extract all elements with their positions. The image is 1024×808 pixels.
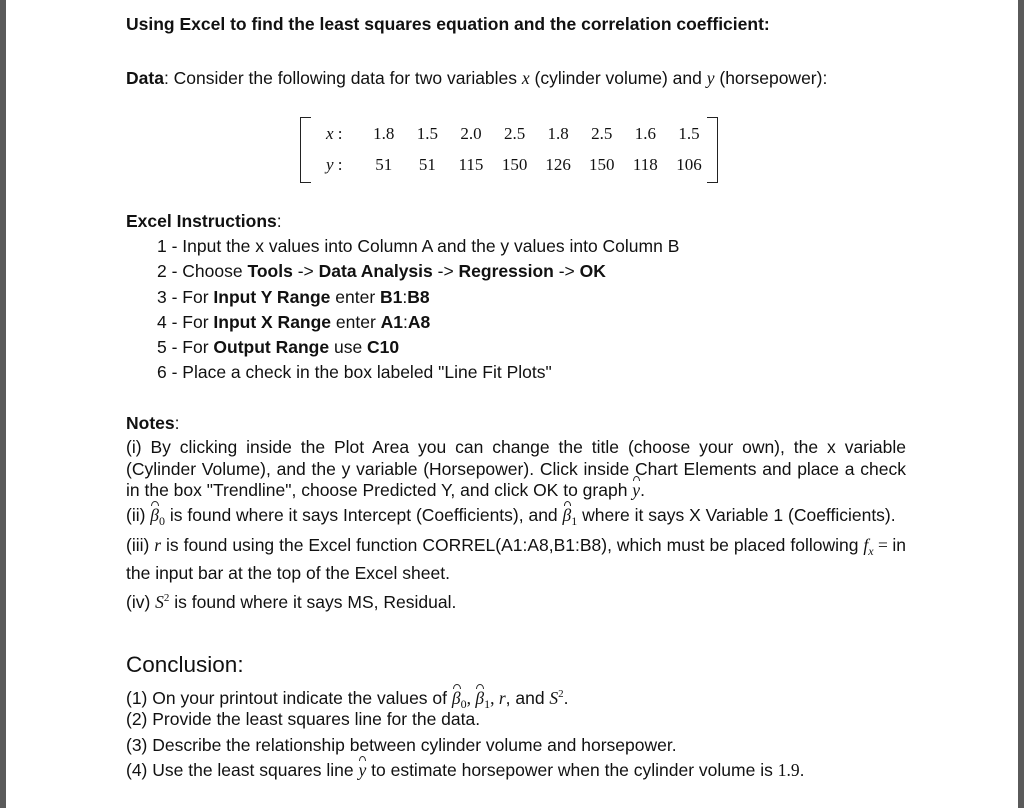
beta-hat: β bbox=[475, 688, 485, 708]
page-title: Using Excel to find the least squares equation and the correlation coefficient: bbox=[126, 14, 770, 34]
matrix-x-label: x bbox=[326, 124, 334, 143]
notes-heading: Notes: bbox=[126, 413, 180, 433]
instruction-step: 4 - For Input X Range enter A1:A8 bbox=[157, 311, 431, 332]
conclusion-heading: Conclusion: bbox=[126, 652, 244, 677]
instruction-step: 3 - For Input Y Range enter B1:B8 bbox=[157, 286, 430, 307]
instruction-steps bbox=[157, 236, 679, 388]
data-label: Data bbox=[126, 68, 164, 88]
y-value: 126 bbox=[545, 155, 571, 174]
x-value: 1.8 bbox=[547, 124, 569, 143]
fx-symbol: f bbox=[863, 535, 869, 556]
note-2: (ii) $\beta_0$ is found where it says Intercept (Coefficients), and $\beta_1$ where it says X Variable 1 (Coefficients). bbox=[126, 504, 896, 528]
y-value: 51 bbox=[375, 155, 393, 174]
data-matrix bbox=[300, 117, 718, 183]
y-value: 150 bbox=[589, 155, 615, 174]
x-value: 1.8 bbox=[373, 124, 395, 143]
right-edge-bar bbox=[1018, 0, 1024, 808]
y-value: 115 bbox=[458, 155, 484, 174]
y-value: 118 bbox=[632, 155, 658, 174]
matrix-x-row: x : 1.8 1.5 2.0 2.5 1.8 2.5 1.6 1.5 bbox=[326, 124, 711, 144]
cylinder-volume-value: 1.9 bbox=[777, 759, 800, 780]
note-3: (iii) r is found using the Excel function CORREL(A1:A8,B1:B8), which must be placed following $f_x$ = in the input bar at the top of the Excel sheet. bbox=[126, 535, 906, 583]
beta-hat: β bbox=[451, 688, 461, 708]
x-value: 1.5 bbox=[416, 124, 439, 143]
r-symbol: r bbox=[154, 535, 162, 556]
conclusion-item-2: (2) Provide the least squares line for the data. bbox=[126, 709, 481, 730]
instruction-step: 1 - Input the x values into Column A and the y values into Column B bbox=[157, 236, 680, 256]
x-value: 1.5 bbox=[678, 124, 700, 143]
beta-hat: β bbox=[562, 504, 572, 525]
beta-hat: β bbox=[150, 504, 160, 525]
instruction-step: 2 - Choose Tools -> Data Analysis -> Regression -> OK bbox=[157, 261, 606, 282]
instruction-step: 5 - For Output Range use C10 bbox=[157, 337, 400, 358]
y-value: 150 bbox=[501, 155, 528, 174]
y-hat: y bbox=[358, 759, 367, 780]
conclusion-item-1: (1) On your printout indicate the values of $\beta_0$, $\beta_1$, r, and $S^2$. bbox=[126, 688, 569, 711]
y-hat: y bbox=[632, 480, 641, 501]
conclusion-item-4: (4) Use the least squares line y to estimate horsepower when the cylinder volume is 1.9. bbox=[126, 759, 805, 780]
y-value: 51 bbox=[418, 155, 436, 174]
instruction-step: 6 - Place a check in the box labeled "Line Fit Plots" bbox=[157, 362, 552, 383]
x-value: 2.5 bbox=[591, 124, 613, 143]
conclusion-item-3: (3) Describe the relationship between cylinder volume and horsepower. bbox=[126, 734, 677, 755]
data-intro: Data: Consider the following data for two variables x (cylinder volume) and y (horsepower): bbox=[126, 68, 828, 88]
matrix-left-bracket bbox=[300, 117, 311, 183]
y-value: 106 bbox=[676, 155, 702, 174]
notes-list bbox=[126, 437, 906, 616]
note-4: (iv) $S^2$ is found where it says MS, Residual. bbox=[126, 591, 457, 612]
x-value: 2.0 bbox=[460, 124, 482, 143]
instructions-heading: Excel Instructions: bbox=[126, 211, 282, 231]
y-variable: y bbox=[706, 68, 715, 88]
x-value: 1.6 bbox=[634, 124, 656, 143]
matrix-y-row: y : 51 51 115 150 126 150 118 106 bbox=[326, 155, 711, 175]
x-value: 2.5 bbox=[503, 124, 526, 143]
left-edge-bar bbox=[0, 0, 6, 808]
note-1: (i) By clicking inside the Plot Area you can change the title (choose your own), the x variable (Cylinder Volume), and the y variable (Horsepower). Click inside Chart Elements and place a check in the box "Trendline", choose Predicted Y, and click OK to graph y. bbox=[126, 437, 906, 501]
conclusion-list bbox=[126, 684, 804, 785]
s-symbol: S bbox=[155, 591, 164, 612]
matrix-y-label: y bbox=[326, 155, 334, 174]
x-variable: x bbox=[521, 68, 530, 88]
